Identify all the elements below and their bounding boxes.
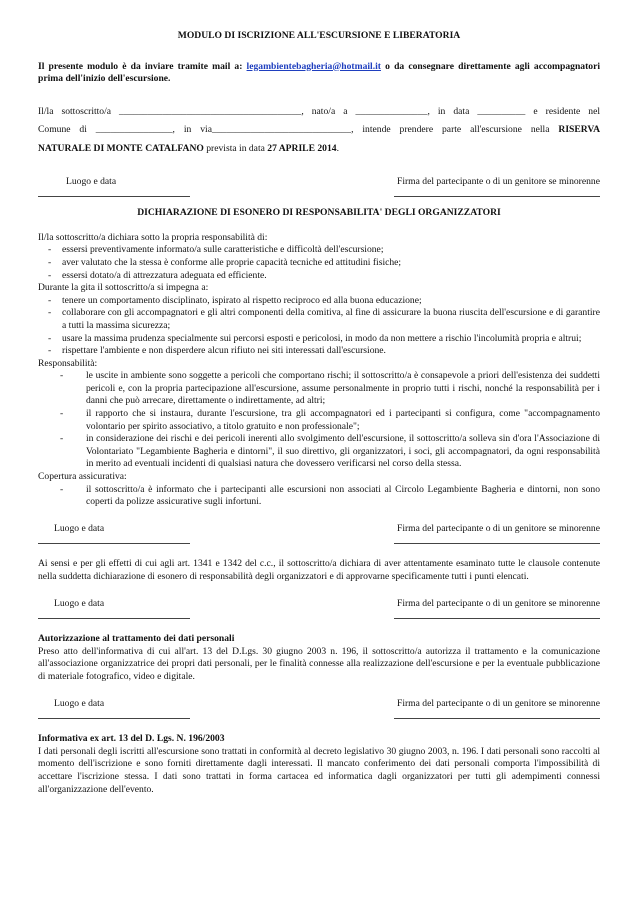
intro-paragraph [38,61,600,86]
form-line-1: Il/la sottoscritto/a ______________________________________, nato/a a _______________, in data __________ e residente nel [38,105,600,117]
signature-row-2 [38,523,600,536]
form-line-3-end: . [336,142,339,154]
signature-field[interactable] [394,614,600,619]
reserve-name-start: RISERVA [558,124,600,136]
place-date-field[interactable] [38,614,190,619]
place-date-label: Luogo e data [54,697,105,709]
declare-list [38,244,600,282]
document-title: MODULO DI ISCRIZIONE ALL'ESCURSIONE E LIBERATORIA [177,30,461,41]
list-item: - rispettare l'ambiente e non disperdere alcun rifiuto nei siti interessati dall'escursione. [38,345,600,358]
intro-text: Il presente modulo è da inviare tramite mail a: [38,60,247,72]
signature-row-4 [38,698,600,711]
list-item: - essersi preventivamente informato/a sulle caratteristiche e difficoltà dell'escursione; [38,244,600,257]
signature-row-3 [38,598,600,611]
place-date-field[interactable] [38,714,190,719]
form-line-2 [38,124,600,137]
art1341-paragraph: Ai sensi e per gli effetti di cui agli art. 1341 e 1342 del c.c., il sottoscritto/a dichiara di aver attentamente esaminato tutte le clausole contenute nella suddetta dichiarazione di esonero di responsabilità degli organizzatori e di approvarne specificamente tutti i punti elencati. [38,558,600,582]
privacy-heading: Autorizzazione al trattamento dei dati personali [38,633,235,645]
signer-label: Firma del partecipante o di un genitore se minorenne [396,522,600,534]
place-date-field[interactable] [38,539,190,544]
form-line-3 [38,143,600,156]
signer-label: Firma del partecipante o di un genitore se minorenne [396,697,600,709]
list-item: - aver valutato che la stessa è conforme alle proprie capacità tecniche ed attitudini fisiche; [38,257,600,270]
signature-lines-1 [38,192,600,197]
responsibility-list [38,370,600,471]
disclaimer-heading: DICHIARAZIONE DI ESONERO DI RESPONSABILITA' DEGLI ORGANIZZATORI [137,207,501,219]
list-item: - il rapporto che si instaura, durante l'escursione, tra gli accompagnatori ed i partecipanti si configura, come "accompagnamento volontario per spirito associativo, a titolo gratuito e non professionale"; [38,408,600,433]
informativa-heading: Informativa ex art. 13 del D. Lgs. N. 196/2003 [38,733,225,745]
place-date-label: Luogo e data [54,597,105,609]
signature-field[interactable] [394,714,600,719]
signature-field[interactable] [394,192,600,197]
coverage-lead: Copertura assicurativa: [38,471,127,483]
commit-lead: Durante la gita il sottoscritto/a si impegna a: [38,282,209,294]
email-link[interactable]: legambientebagheria@hotmail.it [246,60,381,72]
list-item: - usare la massima prudenza specialmente sui percorsi esposti e pericolosi, in modo da non mettere a rischio l'incolumità propria e altrui; [38,333,600,346]
list-item: - il sottoscritto/a è informato che i partecipanti alle escursioni non associati al Circolo Legambiente Bagheria e dintorni, non sono coperti da polizze assicurative sugli infortuni. [38,484,600,509]
coverage-list [38,484,600,509]
informativa-paragraph: I dati personali degli iscritti all'escursione sono trattati in conformità al decreto legislativo 30 giugno 2003, n. 196. I dati personali sono raccolti al momento dell'iscrizione e sono forniti direttamente dagli interessati. Il mancato conferimento dei dati personali comporta l'impossibilità di accettare l'iscrizione stessa. I dati sono trattati in forma cartacea ed informatica dagli organizzatori per tutti gli adempimenti connessi all'organizzazione dell'evento. [38,745,600,795]
list-item: - le uscite in ambiente sono soggette a pericoli che comportano rischi; il sottoscritto/a è consapevole a priori dell'esistenza dei suddetti pericoli e, con la propria partecipazione all'escursione, assume personalmente in proprio tutti i rischi, nonché la responsabilità per i danni che può arrecare, direttamente o indirettamente, ad altri; [38,370,600,408]
event-date: 27 APRILE 2014 [267,142,337,154]
form-line-3-text: prevista in data [203,142,268,154]
place-date-label: Luogo e data [66,175,117,187]
list-item: - in considerazione dei rischi e dei pericoli inerenti allo svolgimento dell'escursione, il sottoscritto/a solleva sin d'ora l'Associazione di Volontariato "Legambiente Bagheria e dintorni", il suo direttivo, gli organizzatori, i soci, gli accompagnatori, da ogni responsabilità in merito ad eventuali incidenti di qualsiasi natura che dovessero verificarsi nel corso della stessa. [38,433,600,471]
place-date-label: Luogo e data [54,522,105,534]
list-item: - essersi dotato/a di attrezzatura adeguata ed efficiente. [38,270,600,283]
intro-text-after: o da consegnare direttamente agli accompagnatori prima dell'inizio dell'escursione. [38,60,600,85]
commit-list [38,295,600,358]
responsibility-lead: Responsabilità: [38,357,98,369]
declare-lead: Il/la sottoscritto/a dichiara sotto la propria responsabilità di: [38,231,268,243]
place-date-field[interactable] [38,192,190,197]
signer-label: Firma del partecipante o di un genitore se minorenne [396,597,600,609]
document-page [38,30,600,796]
privacy-paragraph: Preso atto dell'informativa di cui all'art. 13 del D.Lgs. 30 giugno 2003 n. 196, il sottoscritto/a autorizza il trattamento e la comunicazione all'associazione organizzatrice dei propri dati personali, per le finalità connesse alla realizzazione dell'escursione e per la eventuale pubblicazione di materiale fotografico, video e digitale. [38,645,600,682]
form-line-2-text: Comune di ________________, in via_____________________________, intende prendere parte all'escursione nella [38,124,559,136]
list-item: - tenere un comportamento disciplinato, ispirato al rispetto reciproco ed alla buona educazione; [38,295,600,308]
signature-row-1 [38,176,600,189]
reserve-name-end: NATURALE DI MONTE CATALFANO [38,142,204,154]
signer-label: Firma del partecipante o di un genitore se minorenne [396,175,600,187]
signature-field[interactable] [394,539,600,544]
list-item: - collaborare con gli accompagnatori e gli altri componenti della comitiva, al fine di assicurare la buona riuscita dell'escursione e di garantire a tutti la massima sicurezza; [38,307,600,332]
